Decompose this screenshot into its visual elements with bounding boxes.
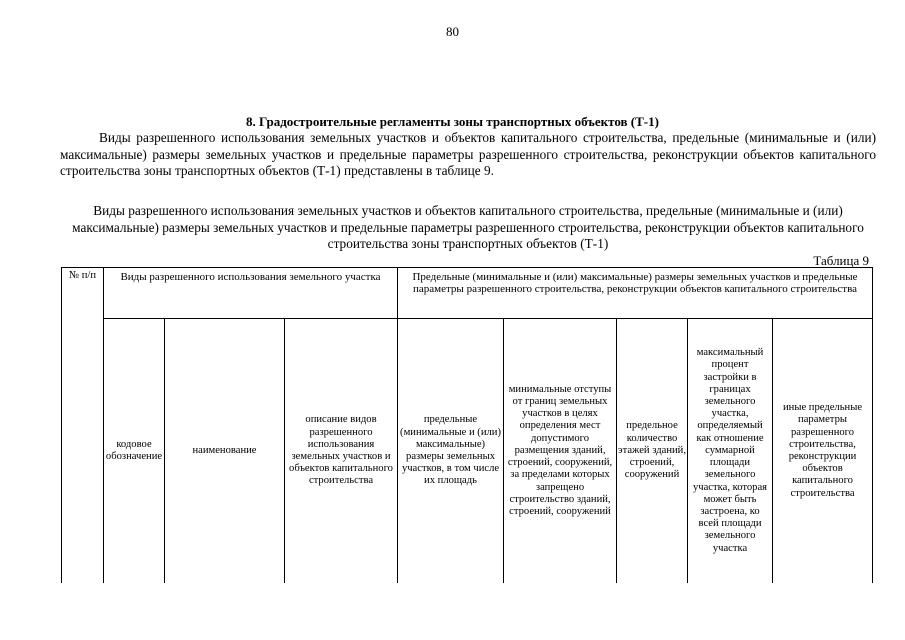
column-header-coverage: максимальный процент застройки в границах земельного участка, определяемый как отношение суммарной площади земельного участка, которая может быть застроена, ко всей площади земельного участка	[688, 319, 773, 584]
intro-paragraph: Виды разрешенного использования земельных участков и объектов капитального строительства, предельные (минимальные и (или) максимальные) размеры земельных участков и предельные параметры разрешенного строительства, реконструкции объектов капитального строительства зоны транспортных объектов (Т-1) представлены в таблице 9.	[60, 130, 876, 178]
column-header-floors: предельное количество этажей зданий, строений, сооружений	[617, 319, 688, 584]
page-number: 80	[446, 24, 459, 39]
table-label: Таблица 9	[813, 253, 869, 268]
column-header-code: кодовое обозначение	[104, 319, 165, 584]
column-header-other-parameters: иные предельные параметры разрешенного строительства, реконструкции объектов капитального строительства	[773, 319, 873, 584]
column-group-limit-parameters: Предельные (минимальные и (или) максимальные) размеры земельных участков и предельные параметры разрешенного строительства, реконструкции объектов капитального строительства	[398, 268, 873, 319]
table-subheader-row	[62, 319, 873, 584]
column-header-setbacks: минимальные отступы от границ земельных участков в целях определения мест допустимого размещения зданий, строений, сооружений, за пределами которых запрещено строительство зданий, строений, сооружений	[504, 319, 617, 584]
column-group-permitted-use: Виды разрешенного использования земельного участка	[104, 268, 398, 319]
regulations-table	[61, 267, 873, 583]
column-header-plot-size: предельные (минимальные и (или) максимальные) размеры земельных участков, в том числе их площадь	[398, 319, 504, 584]
table-caption: Виды разрешенного использования земельных участков и объектов капитального строительства, предельные (минимальные и (или) максимальные) размеры земельных участков и предельные параметры разрешенного строительства, реконструкции объектов капитального строительства зоны транспортных объектов (Т-1)	[72, 203, 864, 251]
section-heading: 8. Градостроительные регламенты зоны транспортных объектов (Т-1)	[246, 114, 659, 129]
column-header-description: описание видов разрешенного использования земельных участков и объектов капитального строительства	[285, 319, 398, 584]
column-header-number: № п/п	[62, 268, 104, 584]
column-header-name: наименование	[165, 319, 285, 584]
table-header-row	[62, 268, 873, 319]
